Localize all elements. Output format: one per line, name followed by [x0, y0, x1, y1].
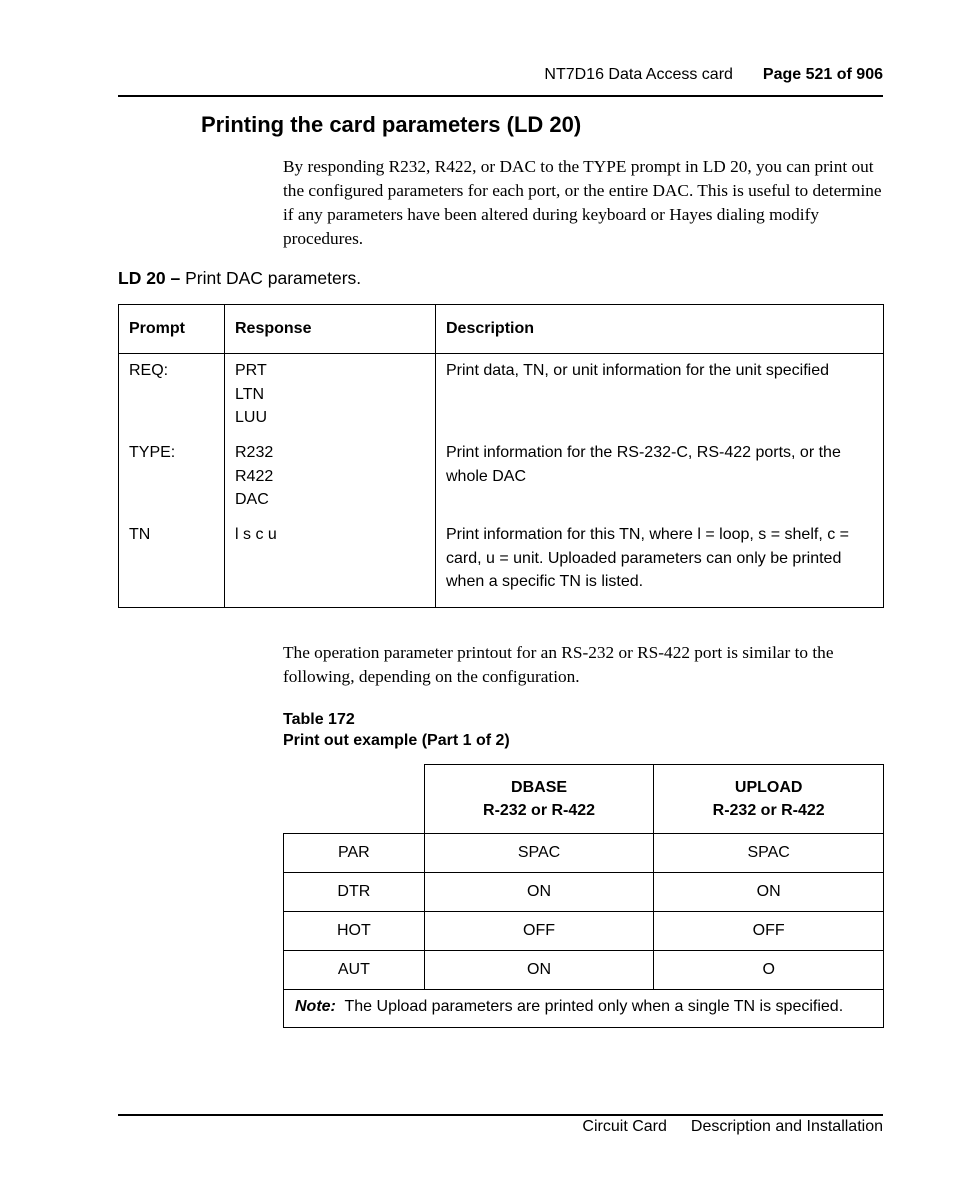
note-label: Note: — [295, 998, 336, 1015]
description-cell: Print data, TN, or unit information for the unit specified — [436, 354, 884, 442]
response-value: R422 — [235, 467, 274, 485]
note-text: The Upload parameters are printed only when a single TN is specified. — [344, 998, 844, 1015]
ld20-header-row — [119, 305, 884, 354]
table172-note — [284, 990, 884, 1028]
ld20-row-tn — [119, 523, 884, 608]
ld20-table — [118, 304, 884, 608]
printout-paragraph: The operation parameter printout for an RS-232 or RS-422 port is similar to the following, depending on the configuration. — [283, 643, 834, 686]
ld20-caption-label: LD 20 – — [118, 268, 181, 288]
table172-title: Print out example (Part 1 of 2) — [283, 732, 510, 749]
param-cell: PAR — [284, 834, 425, 873]
table172-header-upload — [654, 765, 884, 834]
description-cell: Print information for this TN, where l = loop, s = shelf, c = card, u = unit. Uploaded parameters can only be printed when a specific TN is listed. — [436, 523, 884, 608]
response-value: LUU — [235, 409, 268, 426]
page-footer — [582, 1118, 883, 1136]
header-line: R-232 or R-422 — [712, 802, 825, 819]
footer-right: Description and Installation — [690, 1118, 883, 1135]
param-cell: HOT — [284, 912, 425, 951]
table172-row — [284, 834, 884, 873]
prompt-cell: REQ: — [119, 354, 225, 442]
response-value: LTN — [235, 385, 265, 403]
response-value: R232 — [235, 444, 274, 461]
upload-cell: ON — [654, 873, 884, 912]
response-cell — [225, 441, 436, 523]
ld20-row-req — [119, 354, 884, 442]
ld20-caption — [118, 268, 361, 289]
header-page-number: Page 521 of 906 — [762, 66, 883, 83]
header-line: UPLOAD — [734, 779, 803, 796]
response-value: PRT — [235, 362, 267, 379]
table172-header-row — [284, 765, 884, 834]
header-rule — [118, 95, 883, 97]
param-cell: AUT — [284, 951, 425, 990]
table172-row — [284, 873, 884, 912]
table172 — [283, 764, 884, 1028]
response-cell — [225, 354, 436, 442]
footer-left: Circuit Card — [582, 1118, 667, 1135]
section-title: Printing the card parameters (LD 20) — [201, 112, 582, 137]
table172-header-blank — [284, 765, 425, 834]
response-value: l s c u — [235, 526, 277, 543]
dbase-cell: ON — [424, 873, 654, 912]
footer-rule — [118, 1114, 883, 1116]
upload-cell: SPAC — [654, 834, 884, 873]
ld20-row-type — [119, 441, 884, 523]
prompt-cell: TYPE: — [119, 441, 225, 523]
table172-row — [284, 951, 884, 990]
header-line: R-232 or R-422 — [483, 802, 596, 819]
header-line: DBASE — [511, 779, 568, 796]
intro-paragraph: By responding R232, R422, or DAC to the TYPE prompt in LD 20, you can print out the configured parameters for each port, or the entire DAC. This is useful to determine if any parameters have been altered during keyboard or Hayes dialing modify procedures. — [283, 157, 882, 248]
table172-caption — [283, 709, 510, 751]
ld20-header-response: Response — [225, 305, 436, 354]
ld20-header-description: Description — [436, 305, 884, 354]
dbase-cell: ON — [424, 951, 654, 990]
table172-header-dbase — [424, 765, 654, 834]
header-doc-title: NT7D16 Data Access card — [544, 66, 733, 83]
table172-row — [284, 912, 884, 951]
upload-cell: OFF — [654, 912, 884, 951]
dbase-cell: OFF — [424, 912, 654, 951]
description-cell: Print information for the RS-232-C, RS-422 ports, or the whole DAC — [436, 441, 884, 523]
ld20-header-prompt: Prompt — [119, 305, 225, 354]
param-cell: DTR — [284, 873, 425, 912]
ld20-caption-text: Print DAC parameters. — [180, 268, 362, 288]
page-header — [544, 66, 883, 84]
upload-cell: O — [654, 951, 884, 990]
response-cell — [225, 523, 436, 608]
response-value: DAC — [235, 491, 269, 508]
table172-note-row — [284, 990, 884, 1028]
dbase-cell: SPAC — [424, 834, 654, 873]
prompt-cell: TN — [119, 523, 225, 608]
table172-number: Table 172 — [283, 711, 355, 728]
